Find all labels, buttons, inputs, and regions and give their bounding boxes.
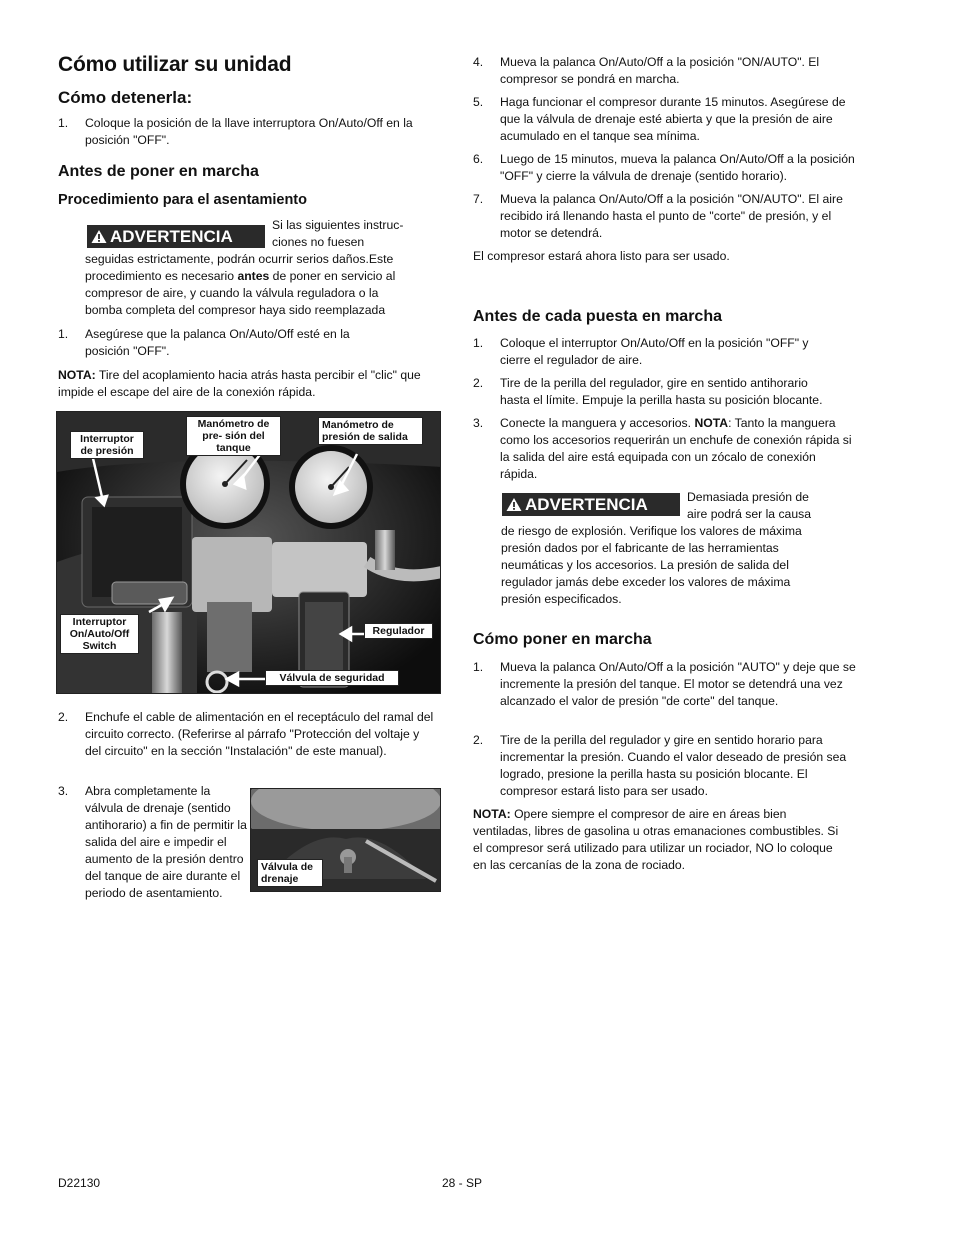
break-in-subheading: Procedimiento para el asentamiento (58, 192, 307, 208)
item-number: 6. (473, 152, 484, 166)
before-start-heading: Antes de poner en marcha (58, 163, 259, 180)
document-id: D22130 (58, 1176, 101, 1190)
outlet-gauge-label: Manómetro de presión de salida (318, 417, 423, 445)
item-number: 1. (473, 660, 484, 674)
item-text: Coloque el interruptor On/Auto/Off en la posición "OFF" y cierre el regulador de aire. (500, 336, 809, 367)
tank-gauge-label: Manómetro de pre- sión del tanque (186, 416, 281, 456)
item-text (500, 415, 856, 483)
how-start-heading: Cómo poner en marcha (473, 631, 652, 648)
warning-text: de riesgo de explosión. Verifique los valores de máxima presión dados por el fabricante de las herramientas neumáticas y los accesorios. La presión de salida del regulador jamás debe exceder los valores de máxima presión especificados. (501, 524, 802, 606)
page-number: 28 - SP (442, 1176, 483, 1190)
warning-triangle-icon (506, 497, 522, 512)
note-text: Tire del acoplamiento hacia atrás hasta percibir el "clic" que impide el escape del aire de la conexión rápida. (58, 368, 421, 399)
item-text: Luego de 15 minutos, mueva la palanca On/Auto/Off a la posición "OFF" y cierre la válvula de drenaje (sentido horario). (500, 152, 855, 183)
item-text: Coloque la posición de la llave interruptora On/Auto/Off en la posición "OFF". (85, 116, 413, 147)
item-text: Asegúrese que la palanca On/Auto/Off esté en la posición "OFF". (85, 327, 350, 358)
ready-text: El compresor estará ahora listo para ser usado. (473, 249, 730, 263)
item-number: 2. (473, 733, 484, 747)
pressure-switch-label: Interruptor de presión (70, 431, 144, 459)
warning-badge-2 (502, 493, 680, 516)
onoff-switch-label: Interruptor On/Auto/Off Switch (60, 614, 139, 654)
item-text-pre: Conecte la manguera y accesorios. (500, 416, 695, 430)
stop-heading: Cómo detenerla: (58, 88, 193, 107)
warning-label: ADVERTENCIA (110, 227, 233, 246)
item-text: Tire de la perilla del regulador, gire en sentido antihorario hasta el límite. Empuje la perilla hasta su posición blocante. (500, 376, 823, 407)
item-text: Tire de la perilla del regulador y gire en sentido horario para incrementar la presión. Cuando el valor deseado de presión sea logrado, presione la perilla hasta su posición blocante. El compresor estará listo para ser usado. (500, 733, 847, 798)
note-label: NOTA: (473, 807, 511, 821)
item-text: Abra completamente la válvula de drenaje (sentido antihorario) a fin de permitir la salida del aire e impedir el aumento de la presión dentro del tanque de aire durante el periodo de asentamiento. (85, 784, 247, 900)
note-label: NOTA: (58, 368, 96, 382)
item-text: Mueva la palanca On/Auto/Off a la posición "ON/AUTO". El aire recibido irá llenando hasta el punto de "corte" de presión, y el motor se detendrá. (500, 192, 843, 240)
item-number: 2. (473, 376, 484, 390)
warning-text-post: de poner en servicio al compresor de aire, y cuando la válvula reguladora o la bomba completa del compresor haya sido reemplazada (85, 269, 396, 317)
item-text: Haga funcionar el compresor durante 15 minutos. Asegúrese de que la válvula de drenaje esté abierta y que la presión de aire acumulado en el tanque sea mínima. (500, 95, 846, 143)
warning-badge (87, 225, 265, 248)
drain-valve-label: Válvula de drenaje (257, 859, 323, 887)
warning-triangle-icon (91, 229, 107, 244)
coupling-note (58, 367, 426, 401)
item-number: 3. (58, 784, 69, 798)
note-text: Opere siempre el compresor de aire en áreas bien ventiladas, libres de gasolina u otras emanaciones combustibles. Si el compresor será utilizado para utilizar un rociador, NO lo coloque en las cercanías de la zona de rociado. (473, 807, 839, 872)
item-text: Mueva la palanca On/Auto/Off a la posición "AUTO" y deje que se incremente la presión del tanque. El motor se detendrá una vez alcanzado el valor de presión "de corte" del tanque. (500, 660, 856, 708)
page-title: Cómo utilizar su unidad (58, 53, 292, 76)
warning-text-pre: seguidas estrictamente, podrán ocurrir serios daños.Este procedimiento es necesario (85, 252, 394, 283)
item-text: Enchufe el cable de alimentación en el receptáculo del ramal del circuito correcto. (Referirse al párrafo "Protección del voltaje y del circuito" en la sección "Instalación" de este manual). (85, 710, 434, 758)
item-number: 7. (473, 192, 484, 206)
each-start-heading: Antes de cada puesta en marcha (473, 308, 722, 325)
item-text-post: : Tanto la manguera como los accesorios requerirán un enchufe de conexión rápida si la salida del aire está equipada con un zócalo de conexión rápida. (500, 416, 852, 481)
warning-text-bold: antes (237, 269, 270, 283)
item-text-bold: NOTA (694, 416, 729, 430)
warning-text (85, 251, 415, 319)
item-number: 1. (58, 327, 69, 341)
item-number: 2. (58, 710, 69, 724)
ventilation-note (473, 806, 848, 874)
warning-text-top: Si las siguientes instruc- ciones no fuesen (272, 218, 404, 249)
item-text: Mueva la palanca On/Auto/Off a la posición "ON/AUTO". El compresor se pondrá en marcha. (500, 55, 820, 86)
item-number: 4. (473, 55, 484, 69)
item-number: 3. (473, 416, 484, 430)
item-number: 5. (473, 95, 484, 109)
drain-valve-photo (250, 788, 441, 892)
warning-label: ADVERTENCIA (525, 495, 648, 514)
safety-valve-label: Válvula de seguridad (265, 670, 399, 686)
item-number: 1. (473, 336, 484, 350)
controls-photo (56, 411, 441, 694)
regulator-label: Regulador (364, 623, 433, 639)
warning-text-top: Demasiada presión de aire podrá ser la causa (687, 490, 811, 521)
item-number: 1. (58, 116, 69, 130)
